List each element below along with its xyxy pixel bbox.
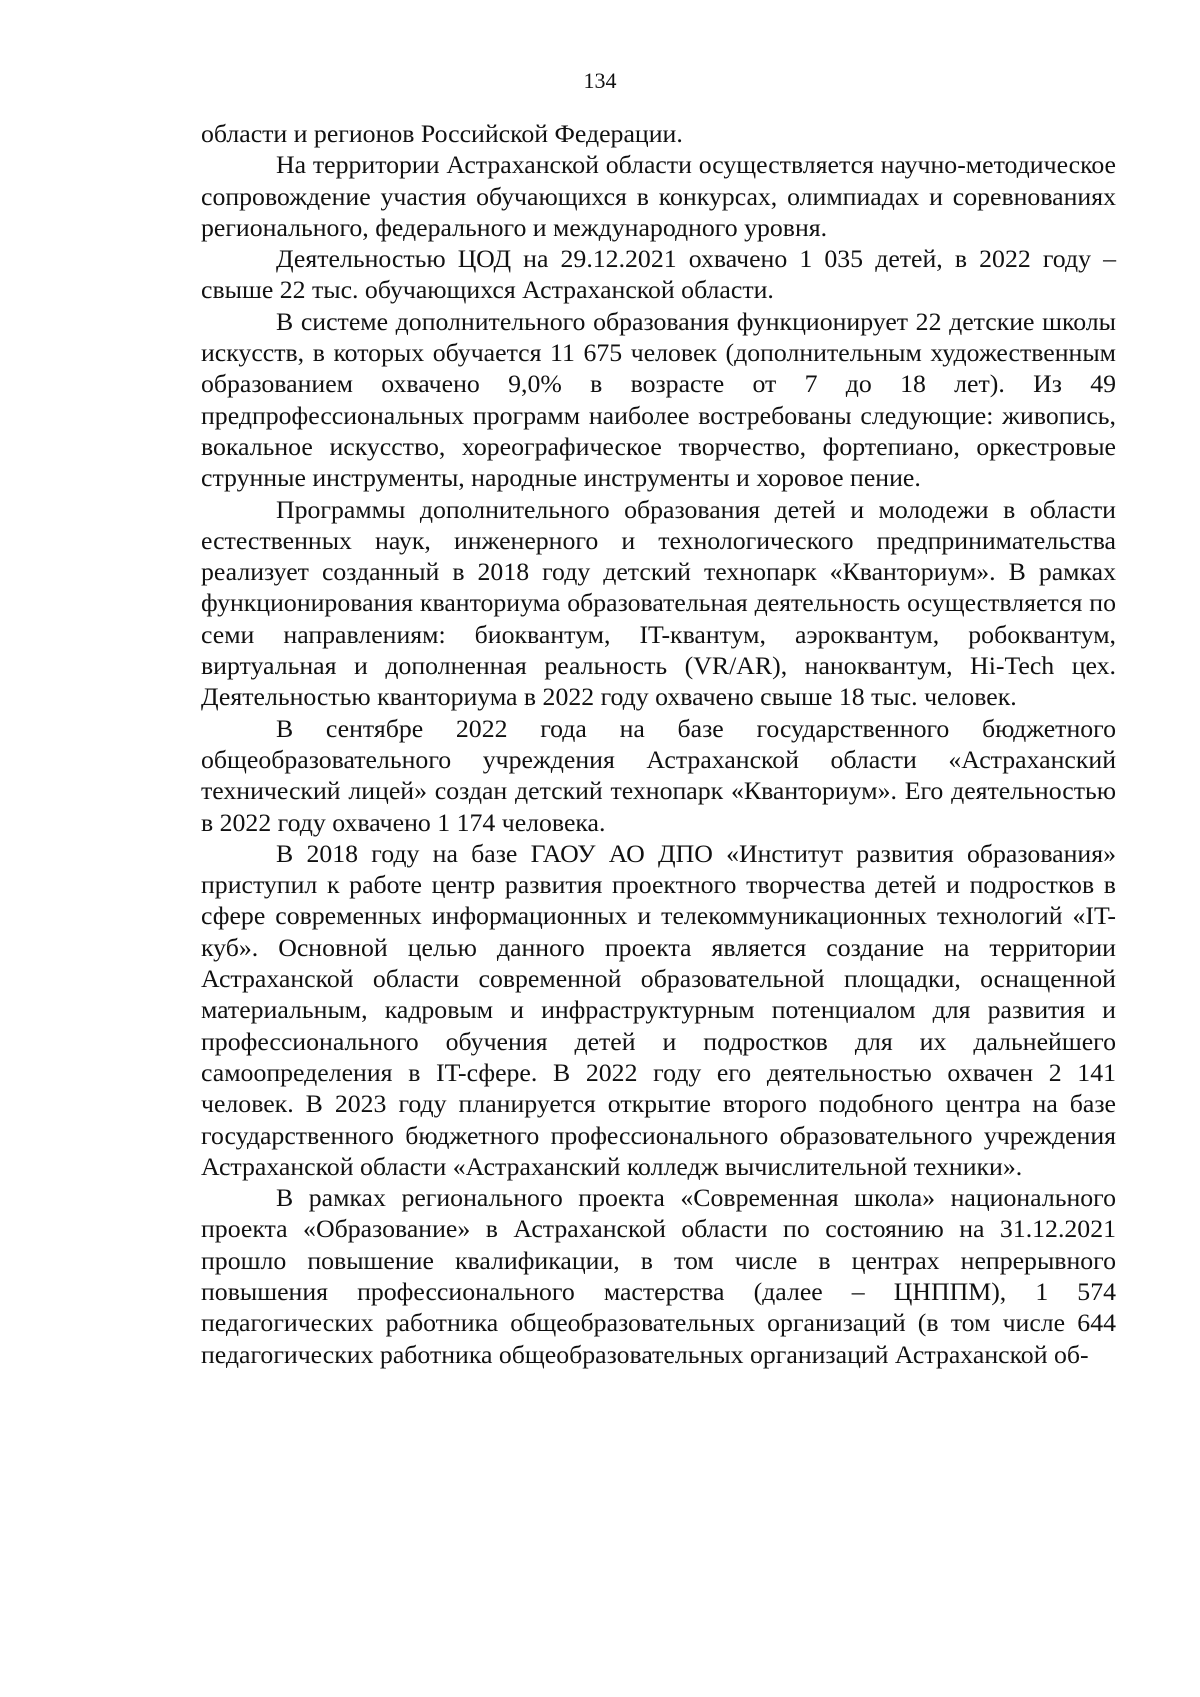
paragraph-modern-school: В рамках регионального проекта «Современная школа» национального проекта «Образование» в Астраханской области по состоянию на 31.12.2021 прошло повышение квалификации, в том числе в центрах непрерывного повышения профессионального мастерства (далее – ЦНППМ), 1 574 педагогических работника общеобразовательных организаций (в том числе 644 педагогических работника общеобразовательных организаций Астраханской об- [201, 1183, 1116, 1369]
paragraph-it-cube: В 2018 году на базе ГАОУ АО ДПО «Институт развития образования» приступил к работе центр развития проектного творчества детей и подростков в сфере современных информационных и телекоммуникационных технологий «IT-куб». Основной целью данного проекта является создание на территории Астраханской области современной образовательной площадки, оснащенной материальным, кадровым и инфраструктурным потенциалом для развития и профессионального обучения детей и подростков для их дальнейшего самоопределения в IT-сфере. В 2022 году его деятельностью охвачен 2 141 человек. В 2023 году планируется открытие второго подобного центра на базе государственного бюджетного профессионального образовательного учреждения Астраханской области «Астраханский колледж вычислительной техники». [201, 838, 1116, 1181]
paragraph-cod-coverage: Деятельностью ЦОД на 29.12.2021 охвачено 1 035 детей, в 2022 году – свыше 22 тыс. обучающихся Астраханской области. [201, 244, 1116, 305]
paragraph-kvantorium: Программы дополнительного образования детей и молодежи в области естественных наук, инженерного и технологического предпринимательства реализует созданный в 2018 году детский технопарк «Кванториум». В рамках функционирования кванториума образовательная деятельность осуществляется по семи направлениям: биоквантум, IT-квантум, аэроквантум, робоквантум, виртуальная и дополненная реальность (VR/AR), наноквантум, Hi-Tech цех. Деятельностью кванториума в 2022 году охвачено свыше 18 тыс. человек. [201, 494, 1116, 712]
paragraph-kvantorium-lyceum: В сентябре 2022 года на базе государственного бюджетного общеобразовательного учреждения Астраханской области «Астраханский технический лицей» создан детский технопарк «Кванториум». Его деятельностью в 2022 году охвачено 1 174 человека. [201, 713, 1116, 837]
paragraph-art-schools: В системе дополнительного образования функционирует 22 детские школы искусств, в которых обучается 11 675 человек (дополнительным художественным образованием охвачено 9,0% в возрасте от 7 до 18 лет). Из 49 предпрофессиональных программ наиболее востребованы следующие: живопись, вокальное искусство, хореографическое творчество, фортепиано, оркестровые струнные инструменты, народные инструменты и хоровое пение. [201, 306, 1116, 493]
document-body [201, 118, 1116, 1370]
paragraph-continuation: области и регионов Российской Федерации. [201, 119, 683, 148]
paragraph-methodical-support: На территории Астраханской области осуществляется научно-методическое сопровождение участия обучающихся в конкурсах, олимпиадах и соревнованиях регионального, федерального и международного уровня. [201, 150, 1116, 242]
page-number: 134 [583, 68, 617, 93]
